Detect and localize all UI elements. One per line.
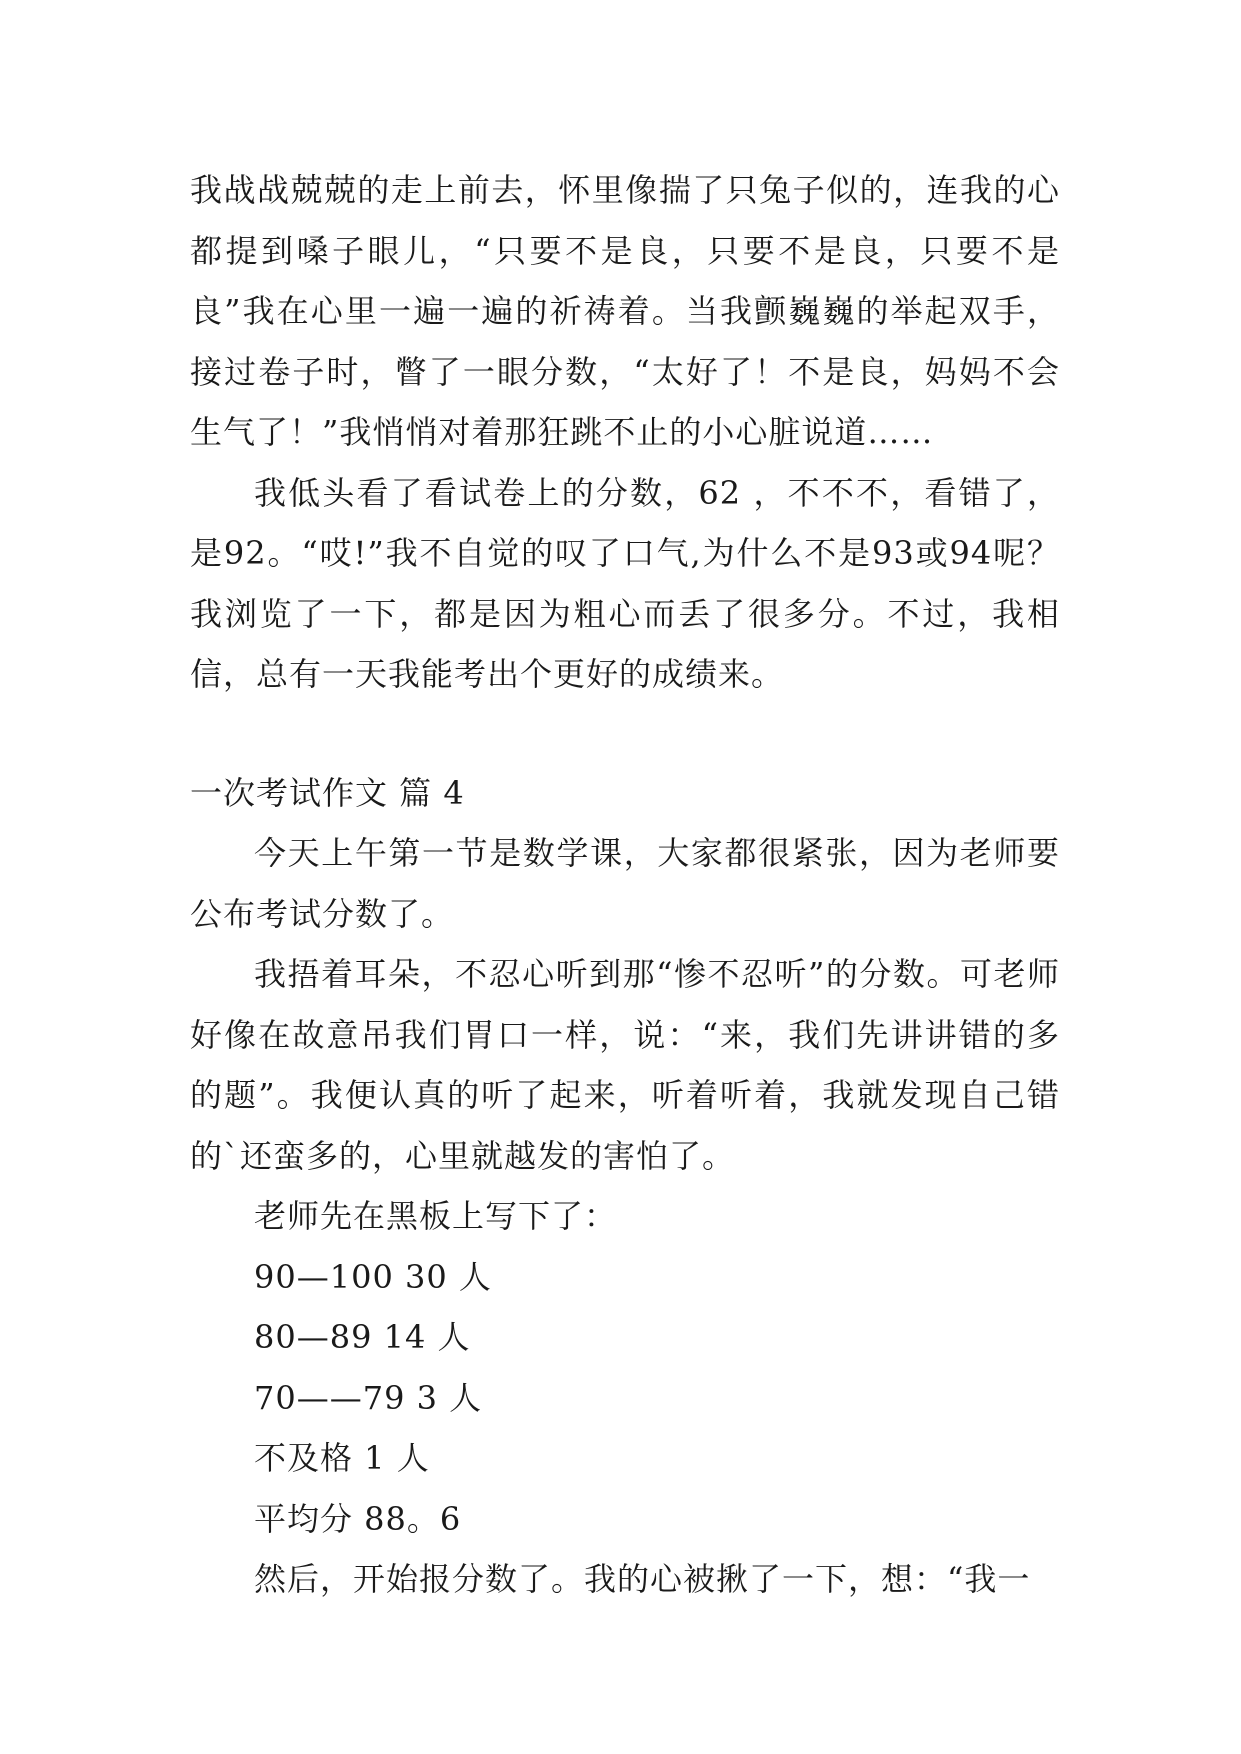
- score-line: 不及格 1 人: [254, 1439, 430, 1477]
- paragraph: 然后，开始报分数了。我的心被揪了一下，想：“我一: [254, 1560, 1031, 1598]
- paragraph: 我战战兢兢的走上前去，怀里像揣了只兔子似的，连我的心都提到嗓子眼儿，“只要不是良，只要不是良，只要不是良”我在心里一遍一遍的祈祷着。当我颤巍巍的举起双手，接过卷子时，瞥了一眼分数，“太好了！不是良，妈妈不会生气了！”我悄悄对着那狂跳不止的小心脏说道……: [190, 171, 1060, 451]
- paragraph: 今天上午第一节是数学课，大家都很紧张，因为老师要公布考试分数了。: [190, 834, 1060, 933]
- score-line: 70——79 3 人: [254, 1378, 483, 1417]
- score-line: 80—89 14 人: [254, 1318, 471, 1356]
- section-spacer: [190, 705, 1060, 763]
- score-line: 90—100 30 人: [254, 1257, 492, 1296]
- paragraph: 老师先在黑板上写下了：: [254, 1197, 618, 1235]
- score-line: 平均分 88。6: [254, 1499, 462, 1538]
- document-page: [190, 160, 1060, 1610]
- paragraph: 我低头看了看试卷上的分数，62 ，不不不，看错了，是92。“哎!”我不自觉的叹了口气,为什么不是93或94呢？我浏览了一下，都是因为粗心而丢了很多分。不过，我相信，总有一天我能考出个更好的成绩来。: [190, 473, 1060, 693]
- paragraph: 我捂着耳朵，不忍心听到那“惨不忍听”的分数。可老师好像在故意吊我们胃口一样，说：“来，我们先讲讲错的多的题”。我便认真的听了起来，听着听着，我就发现自己错的`还蛮多的，心里就越发的害怕了。: [190, 955, 1060, 1175]
- section-title: 一次考试作文 篇 4: [190, 773, 465, 812]
